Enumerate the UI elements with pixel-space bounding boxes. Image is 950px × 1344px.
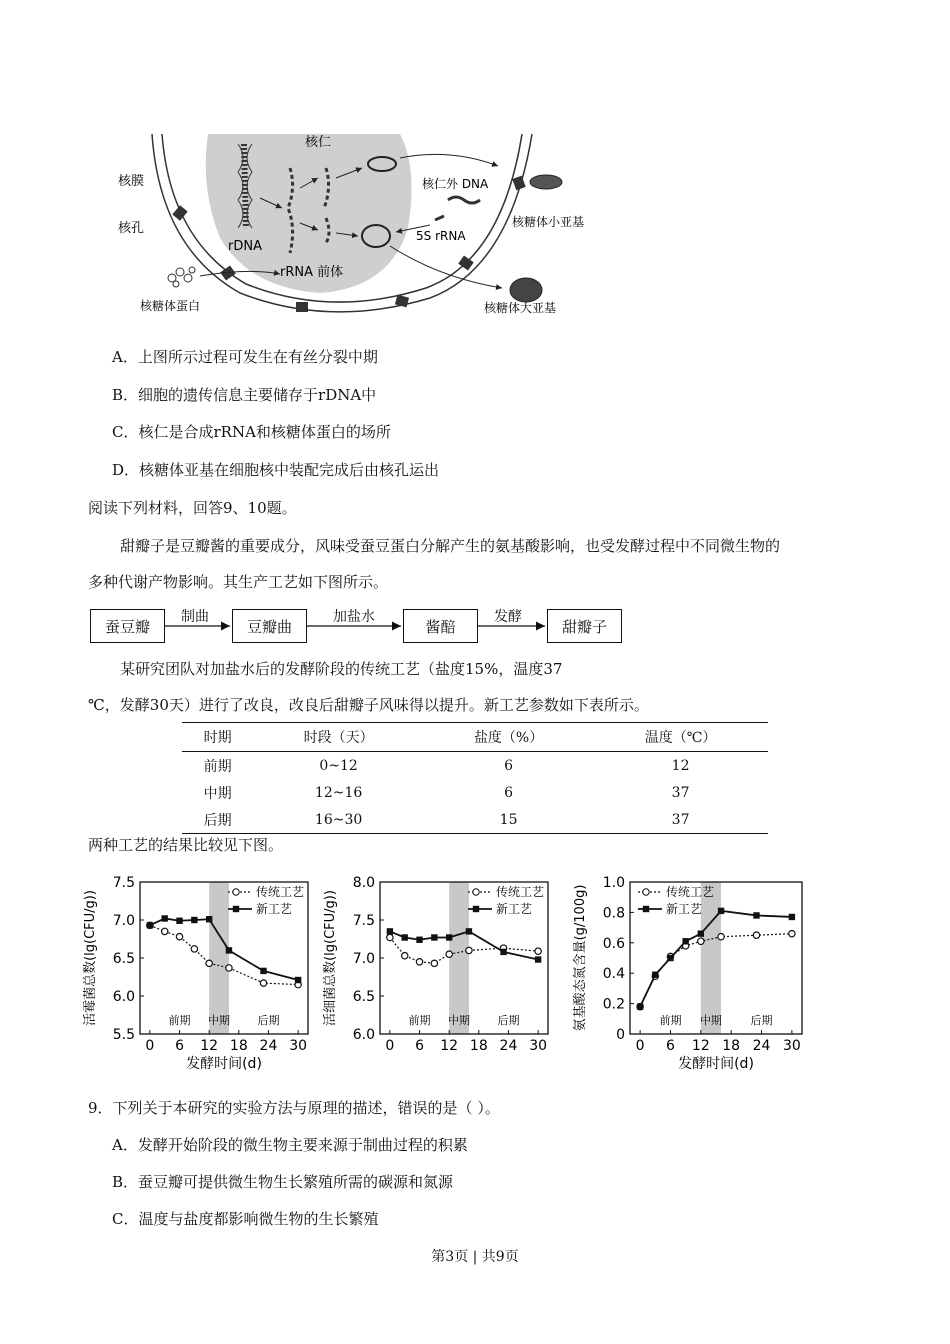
q9-option-a: A．发酵开始阶段的微生物主要来源于制曲过程的积累 (112, 1136, 468, 1154)
flow-step-4: 甜瓣子 (547, 609, 622, 643)
data-point (431, 960, 437, 966)
legend-marker (233, 889, 239, 895)
data-point (466, 947, 472, 953)
compare-caption: 两种工艺的结果比较见下图。 (88, 836, 284, 854)
data-point (402, 934, 408, 940)
x-tick-label: 6 (666, 1038, 675, 1054)
material-paragraph-1b: 多种代谢产物影响。其生产工艺如下图所示。 (88, 573, 389, 591)
x-tick-label: 6 (415, 1038, 424, 1054)
data-point (466, 928, 472, 934)
data-point (162, 928, 168, 934)
data-point (753, 912, 759, 918)
data-point (206, 960, 212, 966)
nucleolus-label: 核仁 (305, 135, 332, 150)
y-tick-label: 7.0 (112, 913, 135, 929)
table-cell: 6 (504, 784, 514, 801)
data-point (226, 947, 232, 953)
table-row (182, 779, 768, 806)
flow-step-1: 蚕豆瓣 (90, 609, 165, 643)
extra-dna-label: 核仁外 DNA (422, 177, 489, 191)
x-tick-label: 24 (259, 1038, 278, 1054)
q9-option-b: B．蚕豆瓣可提供微生物生长繁殖所需的碳源和氮源 (112, 1173, 454, 1191)
x-tick-label: 12 (200, 1038, 219, 1054)
x-tick-label: 12 (691, 1038, 710, 1054)
nuclear-pore-label: 核孔 (118, 221, 145, 236)
legend-marker (643, 889, 649, 895)
rrna5s-label: 5S rRNA (416, 229, 466, 243)
x-tick-label: 6 (175, 1038, 184, 1054)
rrna-precursor-label: rRNA 前体 (280, 265, 344, 280)
rdna-label: rDNA (228, 239, 262, 254)
x-axis-label: 发酵时间(d) (186, 1056, 262, 1072)
new-process-table (182, 722, 768, 834)
data-point (446, 951, 452, 957)
y-tick-label: 0.2 (602, 996, 625, 1013)
x-tick-label: 24 (499, 1038, 518, 1054)
table-cell: 37 (593, 806, 768, 834)
flow-arrow-label-2: 加盐水 (333, 609, 375, 625)
q8-option-c: C．核仁是合成rRNA和核糖体蛋白的场所 (112, 423, 391, 441)
table-cell: 中期 (203, 785, 232, 802)
data-point (191, 946, 197, 952)
small-subunit-label: 核糖体小亚基 (512, 215, 585, 229)
y-tick-label: 6.5 (352, 989, 375, 1005)
x-tick-label: 30 (782, 1038, 801, 1054)
phase-band (701, 882, 721, 1034)
phase-band (449, 882, 469, 1034)
data-point (535, 956, 541, 962)
q8-option-b: B．细胞的遗传信息主要储存于rDNA中 (112, 386, 377, 404)
y-tick-label: 5.5 (112, 1027, 135, 1043)
y-axis-label: 氨基酸态氮含量(g/100g) (573, 884, 588, 1032)
y-tick-label: 6.5 (112, 951, 135, 967)
flow-step-2: 豆瓣曲 (232, 609, 307, 643)
y-tick-label: 0.6 (602, 935, 625, 952)
table-header: 盐度（%） (424, 723, 593, 752)
data-point (431, 934, 437, 940)
x-tick-label: 0 (385, 1038, 395, 1054)
large-subunit-label: 核糖体大亚基 (484, 301, 557, 315)
data-point (387, 928, 393, 934)
q8-option-a: A．上图所示过程可发生在有丝分裂中期 (112, 348, 378, 366)
table-cell: 15 (424, 806, 593, 834)
data-point (718, 934, 724, 940)
y-tick-label: 0.8 (602, 905, 625, 922)
x-tick-label: 0 (635, 1038, 645, 1054)
table-header-row (182, 723, 768, 752)
data-point (191, 917, 197, 923)
phase-label: 前期 (168, 1014, 191, 1027)
phase-label: 中期 (699, 1014, 722, 1027)
page-footer: 第3页 | 共9页 (431, 1249, 519, 1265)
x-tick-label: 30 (289, 1038, 308, 1054)
y-tick-label: 7.5 (112, 875, 135, 891)
data-point (698, 938, 704, 944)
phase-label: 后期 (257, 1014, 280, 1027)
y-tick-label: 6.0 (112, 989, 135, 1005)
data-point (637, 1003, 643, 1009)
phase-label: 前期 (659, 1014, 682, 1027)
y-axis-label: 活霉菌总数(lg(CFU/g)) (83, 890, 98, 1026)
table-cell: 16~30 (253, 806, 424, 834)
data-point (260, 980, 266, 986)
data-point (206, 916, 212, 922)
x-tick-label: 12 (440, 1038, 459, 1054)
x-tick-label: 18 (229, 1038, 248, 1054)
comparison-charts (80, 870, 820, 1085)
q8-option-d: D．核糖体亚基在细胞核中装配完成后由核孔运出 (112, 461, 440, 479)
y-tick-label: 6.0 (352, 1027, 375, 1043)
reading-intro: 阅读下列材料，回答9、10题。 (88, 499, 297, 517)
material-paragraph-2b: ℃，发酵30天）进行了改良，改良后甜瓣子风味得以提升。新工艺参数如下表所示。 (88, 696, 649, 714)
data-point (718, 908, 724, 914)
data-point (535, 948, 541, 954)
material-paragraph-2a: 某研究团队对加盐水后的发酵阶段的传统工艺（盐度15%，温度37 (120, 660, 563, 678)
data-point (147, 922, 153, 928)
data-point (176, 918, 182, 924)
data-point (789, 930, 795, 936)
legend-label: 传统工艺 (256, 885, 305, 899)
material-paragraph-1a: 甜瓣子是豆瓣酱的重要成分，风味受蚕豆蛋白分解产生的氨基酸影响，也受发酵过程中不同微生物的 (120, 537, 781, 555)
table-header: 时期 (182, 723, 253, 752)
data-point (682, 938, 688, 944)
table-header: 温度（℃） (593, 723, 768, 752)
y-tick-label: 7.5 (352, 913, 375, 929)
flow-arrows (0, 0, 950, 660)
table-row (182, 752, 768, 780)
legend-marker (233, 906, 239, 912)
legend-label: 新工艺 (496, 902, 533, 916)
data-point (260, 968, 266, 974)
y-axis-label: 活细菌总数(lg(CFU/g)) (323, 890, 338, 1026)
data-point (698, 930, 704, 936)
table-cell: 0~12 (319, 757, 358, 774)
data-point (416, 959, 422, 965)
legend-marker (643, 906, 649, 912)
data-point (667, 955, 673, 961)
legend-label: 传统工艺 (496, 885, 545, 899)
table-cell: 12~16 (314, 784, 363, 801)
q9-stem: 9．下列关于本研究的实验方法与原理的描述，错误的是（ ）。 (88, 1099, 500, 1117)
legend-label: 新工艺 (666, 902, 703, 916)
ribosomal-protein-label: 核糖体蛋白 (140, 299, 201, 313)
y-tick-label: 0 (616, 1027, 625, 1043)
table-cell: 6 (504, 757, 514, 774)
table-cell: 前期 (203, 758, 232, 775)
data-point (176, 934, 182, 940)
data-point (789, 914, 795, 920)
data-point (416, 937, 422, 943)
x-tick-label: 30 (529, 1038, 548, 1054)
x-tick-label: 0 (145, 1038, 155, 1054)
x-tick-label: 24 (752, 1038, 771, 1054)
table-cell: 37 (671, 784, 690, 801)
legend-label: 新工艺 (256, 902, 293, 916)
table-cell: 后期 (182, 806, 253, 834)
y-tick-label: 1.0 (602, 875, 625, 891)
legend-marker (473, 906, 479, 912)
phase-label: 前期 (408, 1014, 431, 1027)
data-point (500, 949, 506, 955)
flow-step-3: 酱醅 (403, 609, 478, 643)
y-tick-label: 8.0 (352, 875, 375, 891)
phase-label: 后期 (750, 1014, 773, 1027)
table-header: 时段（天） (253, 723, 424, 752)
data-point (295, 977, 301, 983)
y-tick-label: 0.4 (602, 966, 625, 983)
phase-band (209, 882, 229, 1034)
nuclear-membrane-label: 核膜 (118, 174, 145, 189)
data-point (402, 953, 408, 959)
flow-arrow-label-1: 制曲 (181, 609, 209, 625)
data-point (753, 932, 759, 938)
x-tick-label: 18 (722, 1038, 741, 1054)
legend-marker (473, 889, 479, 895)
x-tick-label: 18 (469, 1038, 488, 1054)
data-point (446, 934, 452, 940)
data-point (162, 915, 168, 921)
data-point (226, 965, 232, 971)
phase-label: 中期 (448, 1014, 471, 1027)
table-row (182, 806, 768, 834)
data-point (652, 972, 658, 978)
phase-label: 后期 (497, 1014, 520, 1027)
table-cell: 12 (671, 757, 690, 774)
phase-label: 中期 (208, 1014, 231, 1027)
flow-arrow-label-3: 发酵 (494, 609, 522, 625)
x-axis-label: 发酵时间(d) (678, 1056, 754, 1072)
legend-label: 传统工艺 (666, 885, 715, 899)
q9-option-c: C．温度与盐度都影响微生物的生长繁殖 (112, 1210, 379, 1228)
data-point (387, 934, 393, 940)
y-tick-label: 7.0 (352, 951, 375, 967)
